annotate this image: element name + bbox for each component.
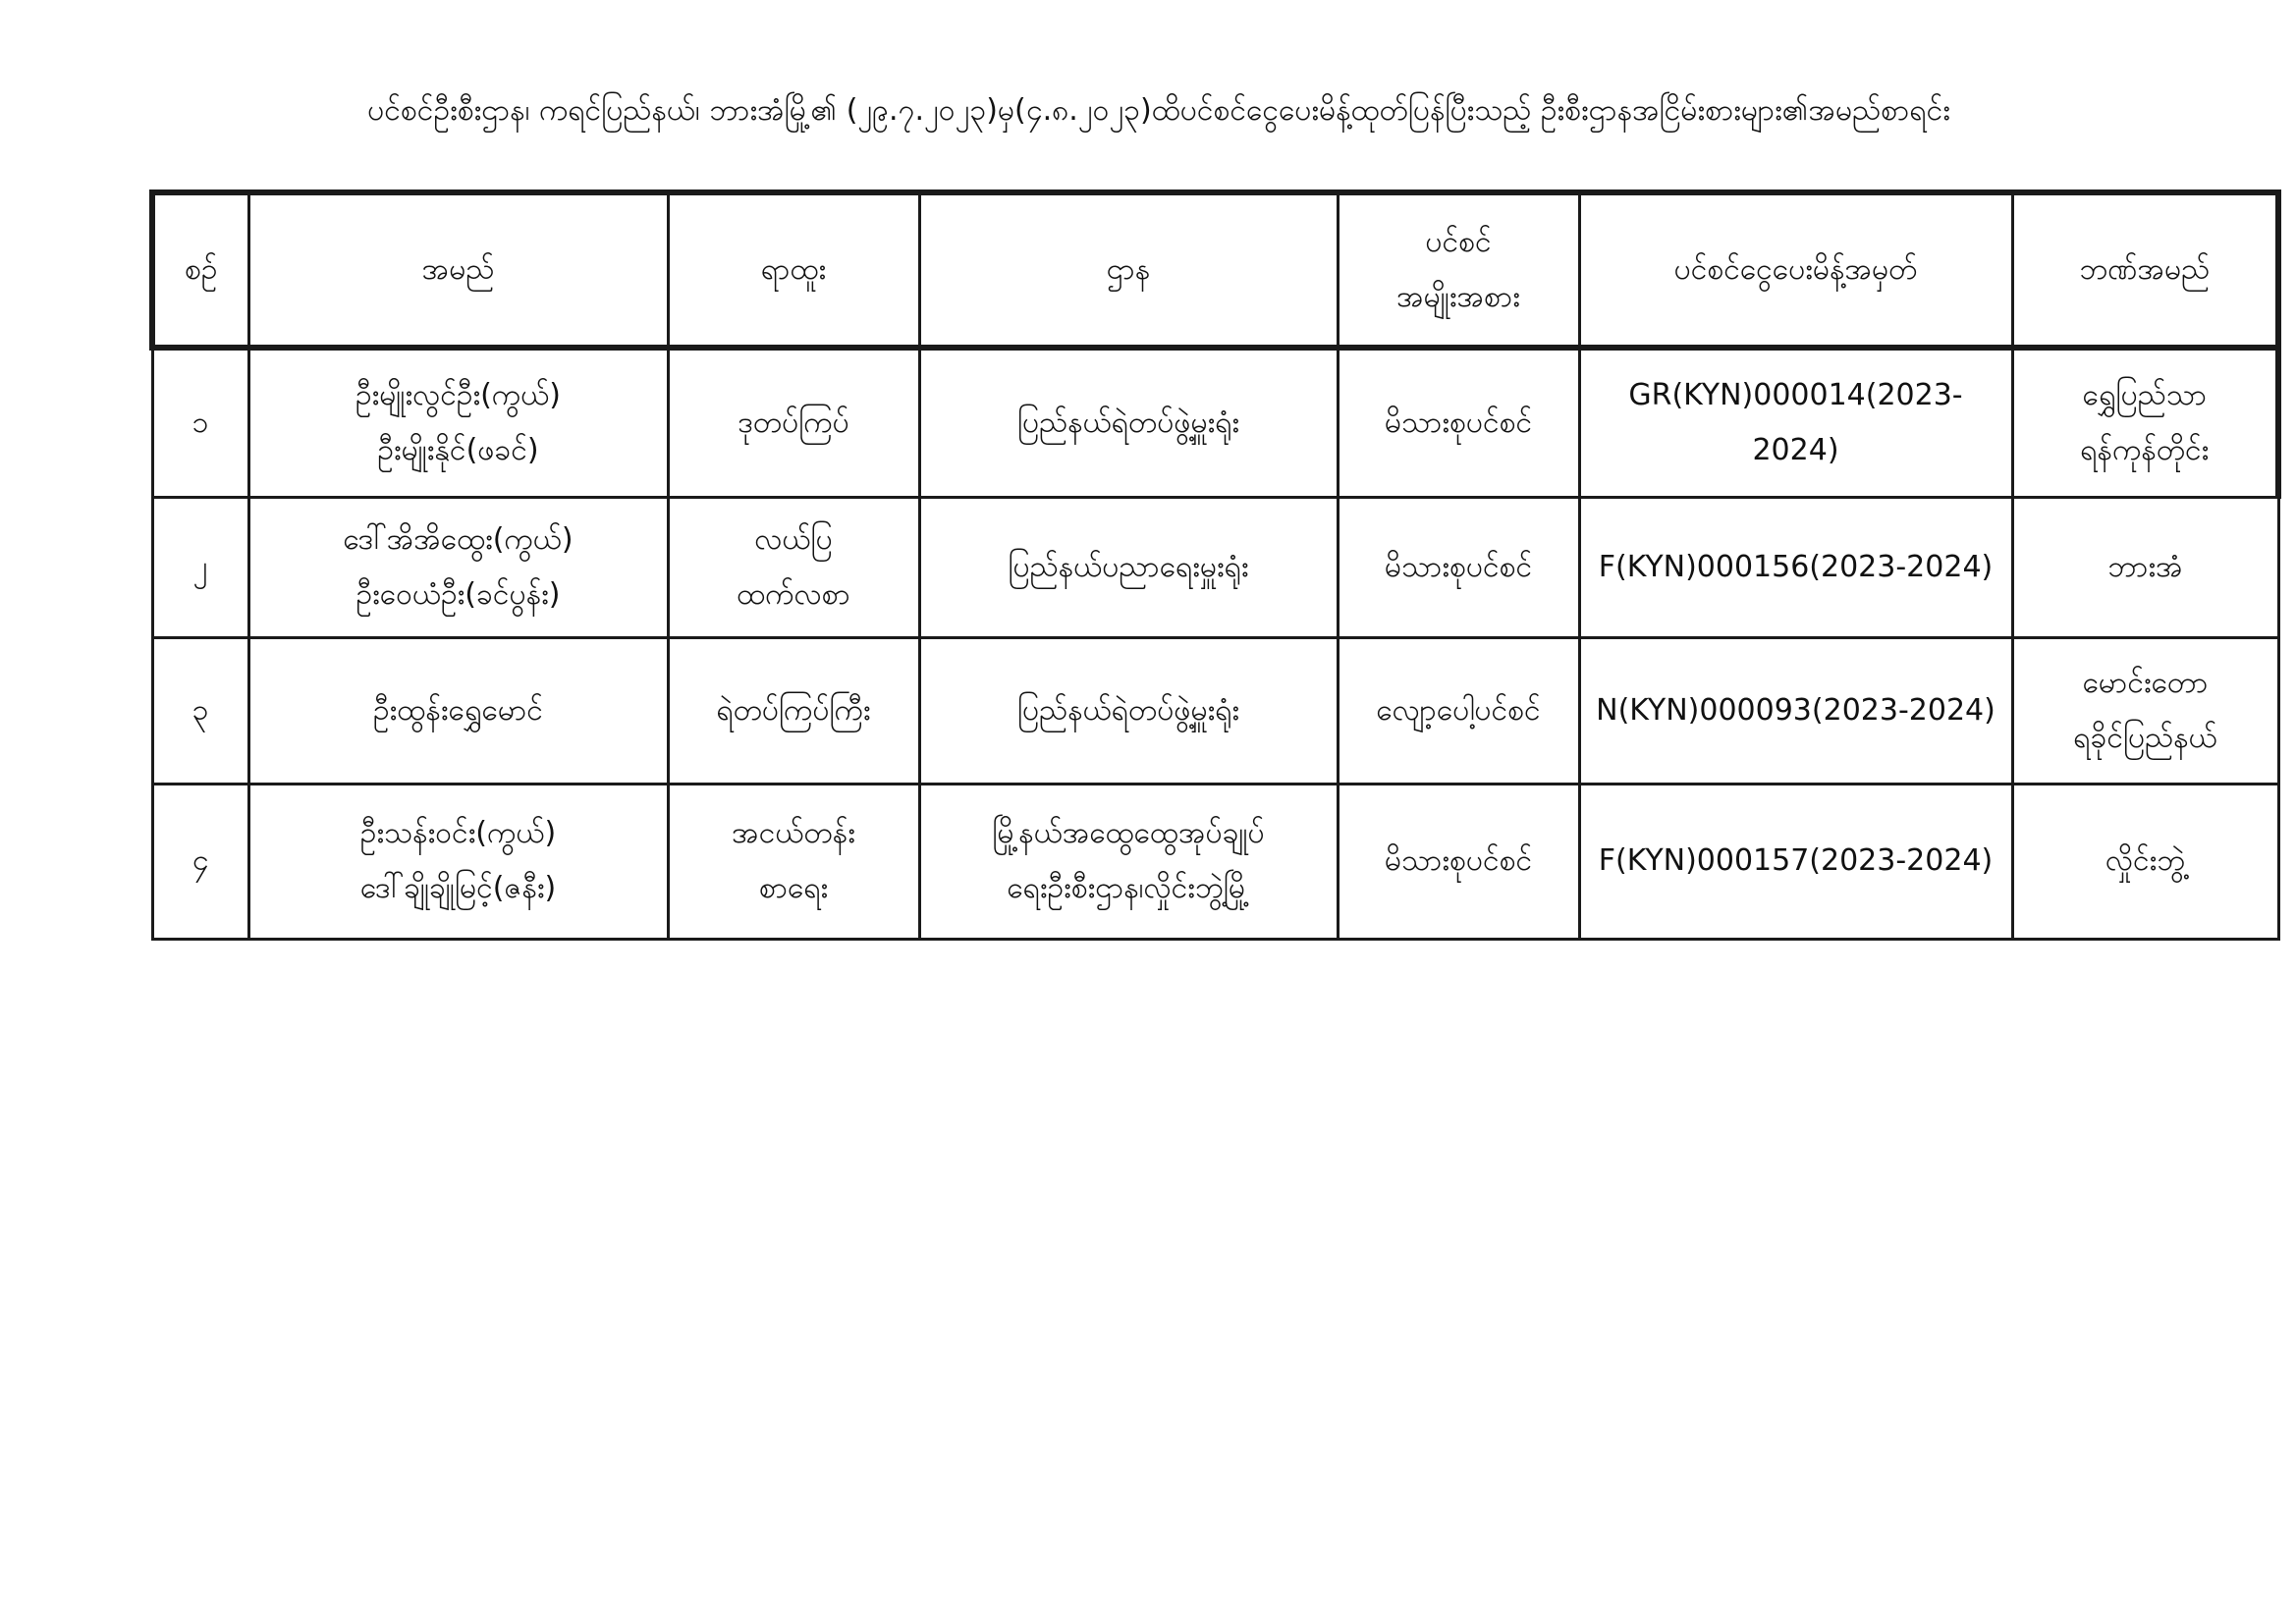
cell-department-line1: ပြည်နယ်ရဲတပ်ဖွဲ့မှူးရုံး bbox=[1016, 692, 1240, 728]
cell-department-line1: ပြည်နယ်ရဲတပ်ဖွဲ့မှူးရုံး bbox=[1016, 405, 1240, 440]
cell-order-no: N(KYN)000093(2023-2024) bbox=[1579, 637, 2012, 784]
table-row bbox=[152, 497, 2278, 637]
cell-name bbox=[248, 784, 668, 939]
cell-name-line2: ဦးဝေယံဦး(ခင်ပွန်း) bbox=[355, 576, 561, 612]
retiree-table bbox=[149, 189, 2281, 941]
cell-rank bbox=[668, 784, 919, 939]
header-pension-type bbox=[1338, 192, 1579, 348]
cell-pension-type: မိသားစုပင်စင် bbox=[1338, 348, 1579, 497]
cell-rank-line1: ရဲတပ်ကြပ်ကြီး bbox=[716, 692, 871, 728]
cell-bank-line2: ရန်ကုန်တိုင်း bbox=[2080, 432, 2210, 467]
cell-no: ၂ bbox=[152, 497, 248, 637]
document-title: ပင်စင်ဦးစီးဌာန၊ ကရင်ပြည်နယ်၊ ဘားအံမြို့၏ (၂၉.၇.၂၀၂၃)မှ(၄.၈.၂၀၂၃)ထိပင်စင်ငွေပေးမိန့်ထုတ်ပြန်ပြီးသည့် ဦးစီးဌာနအငြိမ်းစားများ၏အမည်စာရင်း bbox=[367, 93, 1950, 128]
table-row bbox=[152, 637, 2278, 784]
cell-rank-line2: စာရေး bbox=[758, 871, 829, 905]
cell-name-line1: ဦးမျိုးလွင်ဦး(ကွယ်) bbox=[355, 377, 561, 412]
cell-pension-type: လျော့ပေါ့ပင်စင် bbox=[1338, 637, 1579, 784]
cell-rank bbox=[668, 348, 919, 497]
cell-name-line1: ဒေါ်အိအိထွေး(ကွယ်) bbox=[343, 521, 574, 557]
cell-rank bbox=[668, 497, 919, 637]
cell-order-no: F(KYN)000157(2023-2024) bbox=[1579, 784, 2012, 939]
cell-bank-line1: လှိုင်းဘွဲ့ bbox=[2105, 843, 2186, 878]
cell-bank bbox=[2012, 497, 2278, 637]
cell-order-no: F(KYN)000156(2023-2024) bbox=[1579, 497, 2012, 637]
header-rank: ရာထူး bbox=[668, 192, 919, 348]
table-row bbox=[152, 784, 2278, 939]
cell-bank-line2: ရခိုင်ပြည်နယ် bbox=[2073, 720, 2217, 755]
header-pension-type-line2: အမျိုးအစား bbox=[1396, 280, 1520, 314]
header-no: စဉ် bbox=[152, 192, 248, 348]
cell-bank bbox=[2012, 348, 2278, 497]
cell-order-no: GR(KYN)000014(2023-2024) bbox=[1579, 348, 2012, 497]
cell-department bbox=[919, 784, 1338, 939]
cell-rank-line2: ထက်လစာ bbox=[737, 576, 850, 612]
cell-no: ၁ bbox=[152, 348, 248, 497]
cell-department-line1: မြို့နယ်အထွေထွေအုပ်ချုပ် bbox=[992, 816, 1265, 850]
cell-department bbox=[919, 637, 1338, 784]
table-row bbox=[152, 348, 2278, 497]
header-pension-type-line1: ပင်စင် bbox=[1425, 225, 1492, 259]
cell-name bbox=[248, 497, 668, 637]
cell-no: ၃ bbox=[152, 637, 248, 784]
cell-department-line2: ရေးဦးစီးဌာန၊လှိုင်းဘွဲ့မြို့ bbox=[1007, 871, 1250, 905]
cell-pension-type: မိသားစုပင်စင် bbox=[1338, 497, 1579, 637]
cell-department-line1: ပြည်နယ်ပညာရေးမှူးရုံး bbox=[1008, 549, 1249, 584]
cell-name-line2: ဦးမျိုးနိုင်(ဖခင်) bbox=[377, 432, 539, 467]
cell-bank-line1: မောင်းတော bbox=[2082, 665, 2209, 700]
header-bank: ဘဏ်အမည် bbox=[2012, 192, 2278, 348]
header-order-no: ပင်စင်ငွေပေးမိန့်အမှတ် bbox=[1579, 192, 2012, 348]
header-name: အမည် bbox=[248, 192, 668, 348]
cell-rank-line1: လယ်ပြ bbox=[754, 521, 833, 557]
cell-bank-line1: ရွှေပြည်သာ bbox=[2082, 377, 2208, 412]
cell-bank bbox=[2012, 637, 2278, 784]
cell-rank bbox=[668, 637, 919, 784]
cell-name bbox=[248, 637, 668, 784]
cell-department bbox=[919, 348, 1338, 497]
header-department: ဌာန bbox=[919, 192, 1338, 348]
cell-rank-line1: ဒုတပ်ကြပ် bbox=[738, 405, 849, 440]
cell-name-line2: ဒေါ်ချိုချိုမြင့်(ဇနီး) bbox=[359, 871, 557, 905]
cell-bank-line1: ဘားအံ bbox=[2107, 549, 2183, 584]
cell-name-line1: ဦးထွန်းရွှေမောင် bbox=[373, 692, 543, 728]
cell-bank bbox=[2012, 784, 2278, 939]
cell-rank-line1: အငယ်တန်း bbox=[732, 816, 855, 850]
cell-no: ၄ bbox=[152, 784, 248, 939]
cell-name-line1: ဦးသန်းဝင်း(ကွယ်) bbox=[359, 816, 557, 850]
cell-pension-type: မိသားစုပင်စင် bbox=[1338, 784, 1579, 939]
cell-name bbox=[248, 348, 668, 497]
cell-department bbox=[919, 497, 1338, 637]
header-row bbox=[152, 192, 2278, 348]
